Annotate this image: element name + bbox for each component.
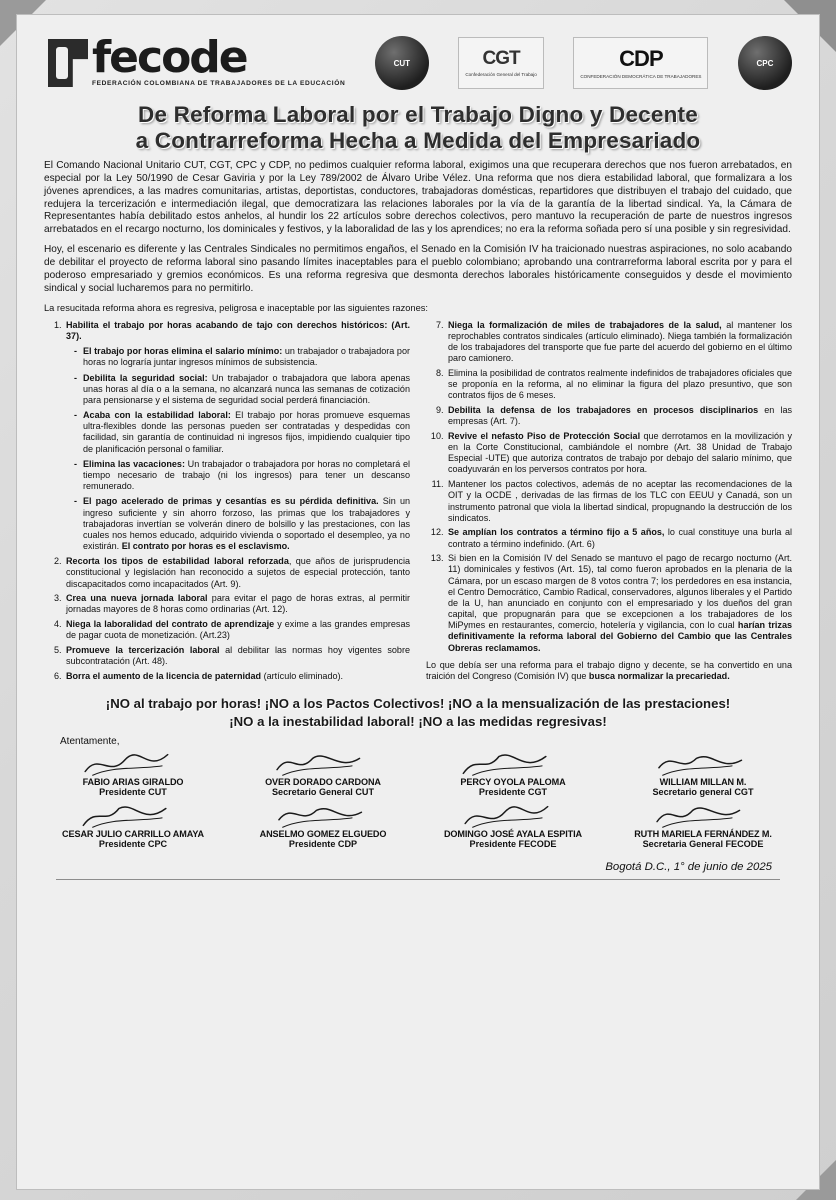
signature-role: Presidente CPC [98,838,168,849]
signature-scrawl [458,749,568,779]
logo-bar [38,24,798,100]
reason-subitem: - Debilita la seguridad social: Un trabajador o trabajadora que labora apenas unas horas al día o a la semana, no alcanzará nunca las semanas de cotización para pensionarse y el sistema de seguridad social perderá financiación. [74,373,410,407]
signature-role: Secretaria General FECODE [642,838,764,849]
intro-paragraph-2: Hoy, el escenario es diferente y las Centrales Sindicales no permitimos engaños, el Senado en la Comisión IV ha traicionado nuestras aspiraciones, no solo acabando de debilitar el proyecto de reforma laboral sino pasando límites inaceptables para el pueblo colombiano; aprobando una contrarreforma laboral escrita por y para el poderoso empresariado y gremios económicos. Es una reforma regresiva que desmonta derechos laborales históricamente conseguidos y desde el movimiento sindical y social lucharemos para no permitirlo. [44,244,792,294]
cpc-logo: CPC [738,36,792,90]
reason-item: 2. Recorta los tipos de estabilidad laboral reforzada, que años de jurisprudencia constitucional y legislación han reconocido a sujetos de especial protección, tanto discapacitados como incapacitados (Art. 9). [64,556,410,590]
cdp-wordmark: CDP [619,46,663,72]
signature-scrawl [458,801,568,831]
reason-item: 6. Borra el aumento de la licencia de paternidad (artículo eliminado). [64,671,410,682]
cdp-subtitle: CONFEDERACIÓN DEMOCRÁTICA DE TRABAJADORES [580,74,702,80]
intro-paragraphs [44,160,792,295]
reasons-closing: Lo que debía ser una reforma para el trabajo digno y decente, se ha convertido en una traición del Congreso (Comisión IV) que busca normalizar la precariedad. [426,659,792,682]
signature-role: Secretario general CGT [652,786,754,797]
intro-paragraph-1: El Comando Nacional Unitario CUT, CGT, CPC y CDP, no pedimos cualquier reforma laboral, exigimos una que recuperara derechos que nos fueron arrebatados, en especial por la Ley 50/1990 de Cesar Gaviria y por la Ley 789/2002 de Álvaro Uribe Vélez. Una reforma que nos diera estabilidad laboral, que formalizara a los jóvenes aprendices, a las madres comunitarias, artistas, deportistas, conductores, trabajadoras domésticas, repartidores que distribuyen el trabajo del cuidado, que redujera la tercerización e intermediación ilegal, que democratizara las relaciones laborales por la vía de la garantía de la libertad sindical. Ya, la Cámara de Representantes había debilitado estos anhelos, al hundir los 22 artículos sobre derechos colectivos, pero mantuvo la recuperación de parte de nuestros ingresos arrebatados en el recargo nocturno, los dominicales y festivos, y la laboralidad de las y los aprendices; no era la reforma soñada pero sí una posible y sin regresividad. [44,160,792,236]
fecode-logo [48,32,346,87]
title-line-2: a Contrarreforma Hecha a Medida del Empresariado [135,128,701,154]
cdp-logo [573,37,708,89]
reason-item: 1. Habilita el trabajo por horas acabando de tajo con derechos históricos: (Art. 37). [64,320,410,342]
signature-name: CESAR JULIO CARRILLO AMAYA [62,828,204,839]
document-sheet [16,14,820,1190]
slogans [38,695,798,729]
signature-scrawl [78,801,188,831]
cgt-subtitle: Confederación General del Trabajo [465,72,537,78]
signature-role: Presidente CGT [478,786,548,797]
signature-block [418,749,608,797]
signature-block [38,749,228,797]
cgt-wordmark: CGT [482,48,520,70]
reasons-column-right [426,320,792,685]
reasons-columns [38,320,798,685]
signature-scrawl [648,801,758,831]
reason-item: 5. Promueve la tercerización laboral al debilitar las normas hoy vigentes sobre subcontratación (Art. 48). [64,645,410,667]
signature-row-1 [38,749,798,797]
reasons-lead: La resucitada reforma ahora es regresiva, peligrosa e inaceptable por las siguientes razones: [44,303,428,314]
reason-item: 7. Niega la formalización de miles de trabajadores de la salud, al mantener los reprochables contratos sindicales (artículo eliminado). Niega también la formalización de los trabajadores del transporte que fue parte del acuerdo del gobierno en el último paro camionero. [446,320,792,365]
place-date: Bogotá D.C., 1° de junio de 2025 [605,860,772,873]
fecode-wordmark: fecode [92,32,247,84]
reason-item: 10. Revive el nefasto Piso de Protección Social que derrotamos en la movilización y en la Corte Constitucional, cambiándole el nombre (Art. 38 Unidad de Trabajo Especial -UTE) que autoriza contratos de trabajo por debajo del salario mínimo, que coadyuvarán en los perversos contratos por hora. [446,431,792,476]
reason-subitems [64,346,410,552]
reason-subitem: - Acaba con la estabilidad laboral: El trabajo por horas promueve esquemas ultra-flexibles donde las personas pueden ser contratadas y despedidas con facilidad, sin garantía de continuidad ni ingresos fijos, impidiendo cualquier tipo de planificación personal o familiar. [74,410,410,455]
signature-role: Presidente FECODE [469,838,557,849]
reason-subitem: - Elimina las vacaciones: Un trabajador o trabajadora por horas no completará el tiempo necesario de trabajo (ni los ingresos) para tener un descanso remunerado. [74,459,410,493]
signature-role: Secretario General CUT [271,786,375,797]
signature-role: Presidente CDP [288,838,358,849]
footer-divider [56,879,780,880]
fecode-mark-icon [48,39,88,87]
signature-block [608,749,798,797]
reason-item: 13. Si bien en la Comisión IV del Senado se mantuvo el pago de recargo nocturno (Art. 11) dominicales y festivos (Art. 15), tal como fueron aprobados en la plenaria de la Cámara, por un escaso margen de 8 votos contra 7; los perdedores en esa instancia, el Centro Democrático, Cambio Radical, conservadores, algunos liberales y el Partido de la U, han anunciado en conjunto con el empresariado y los dueños del gran capital, que propugnarán para que se excepcionen a los trabajadores de los MiPymes en restaurantes, comercio, hotelería y vigilancia, con lo cual harían trizas definitivamente la reforma laboral del Gobierno del Cambio que las Centrales Obreras reclamamos. [446,553,792,654]
reason-subitem: - El trabajo por horas elimina el salario mínimo: un trabajador o trabajadora por horas no lograría juntar ingresos mínimos de subsistencia. [74,346,410,368]
reason-subitem: - El pago acelerado de primas y cesantías es su pérdida definitiva. Sin un ingreso suficiente y sin ahorro forzoso, las primas que los trabajadores y trabajadoras invertían se volverán dinero de bolsillo y las prestaciones, con las cuales nos hemos educado, adquirido vivienda o soportado el desempleo, ya no existirán. El contrato por horas es el esclavismo. [74,496,410,552]
signature-block [418,801,608,849]
signature-block [38,801,228,849]
reason-item: 12. Se amplían los contratos a término fijo a 5 años, lo cual constituye una burla al contrato a término indefinido. (Art. 6) [446,527,792,549]
signature-name: RUTH MARIELA FERNÁNDEZ M. [634,828,772,839]
signature-scrawl [648,749,758,779]
reasons-list-right [426,320,792,654]
reason-item: 8. Elimina la posibilidad de contratos realmente indefinidos de trabajadores oficiales que se proponía en la reforma, al no eliminar la figura del plazo presuntivo, que son contratos fijos de 6 meses. [446,368,792,402]
reason-item: 3. Crea una nueva jornada laboral para evitar el pago de horas extras, al permitir jornadas mayores de 8 horas como ordinarias (Art. 12). [64,593,410,615]
signature-name: PERCY OYOLA PALOMA [460,776,566,787]
cut-logo: CUT [375,36,429,90]
fecode-subtitle: FEDERACIÓN COLOMBIANA DE TRABAJADORES DE LA EDUCACIÓN [92,80,346,87]
page-title [38,102,798,154]
title-line-1: De Reforma Laboral por el Trabajo Digno y Decente [138,102,698,127]
reasons-list-left [44,320,410,682]
cgt-logo [458,37,544,89]
signature-name: FABIO ARIAS GIRALDO [82,776,184,787]
signature-block [228,801,418,849]
signature-name: OVER DORADO CARDONA [265,776,381,787]
reason-item: 11. Mantener los pactos colectivos, además de no aceptar las recomendaciones de la OIT y la OCDE , derivadas de las firmas de los TLC con EEUU y Canadá, son un instrumento patronal que viola la libertad sindical, propugnando la destrucción de los sindicatos. [446,479,792,524]
signature-role: Presidente CUT [99,786,167,797]
closing-word: Atentamente, [60,735,120,747]
signature-block [228,749,418,797]
signature-name: ANSELMO GOMEZ ELGUEDO [259,828,387,839]
reason-item: 9. Debilita la defensa de los trabajadores en procesos disciplinarios en las empresas (Art. 7). [446,405,792,427]
signature-name: WILLIAM MILLAN M. [659,776,747,787]
signature-row-2 [38,801,798,849]
slogan-line-1: ¡NO al trabajo por horas! ¡NO a los Pactos Colectivos! ¡NO a la mensualización de las prestaciones! [105,696,731,712]
signature-block [608,801,798,849]
signature-scrawl [268,749,378,779]
signature-name: DOMINGO JOSÉ AYALA ESPITIA [443,828,583,839]
reason-item: 4. Niega la laboralidad del contrato de aprendizaje y exime a las grandes empresas de pagar cuota de monetización. (Art.23) [64,619,410,641]
signature-scrawl [268,801,378,831]
reasons-column-left [44,320,410,685]
signature-scrawl [78,749,188,779]
slogan-line-2: ¡NO a la inestabilidad laboral! ¡NO a las medidas regresivas! [229,713,607,729]
